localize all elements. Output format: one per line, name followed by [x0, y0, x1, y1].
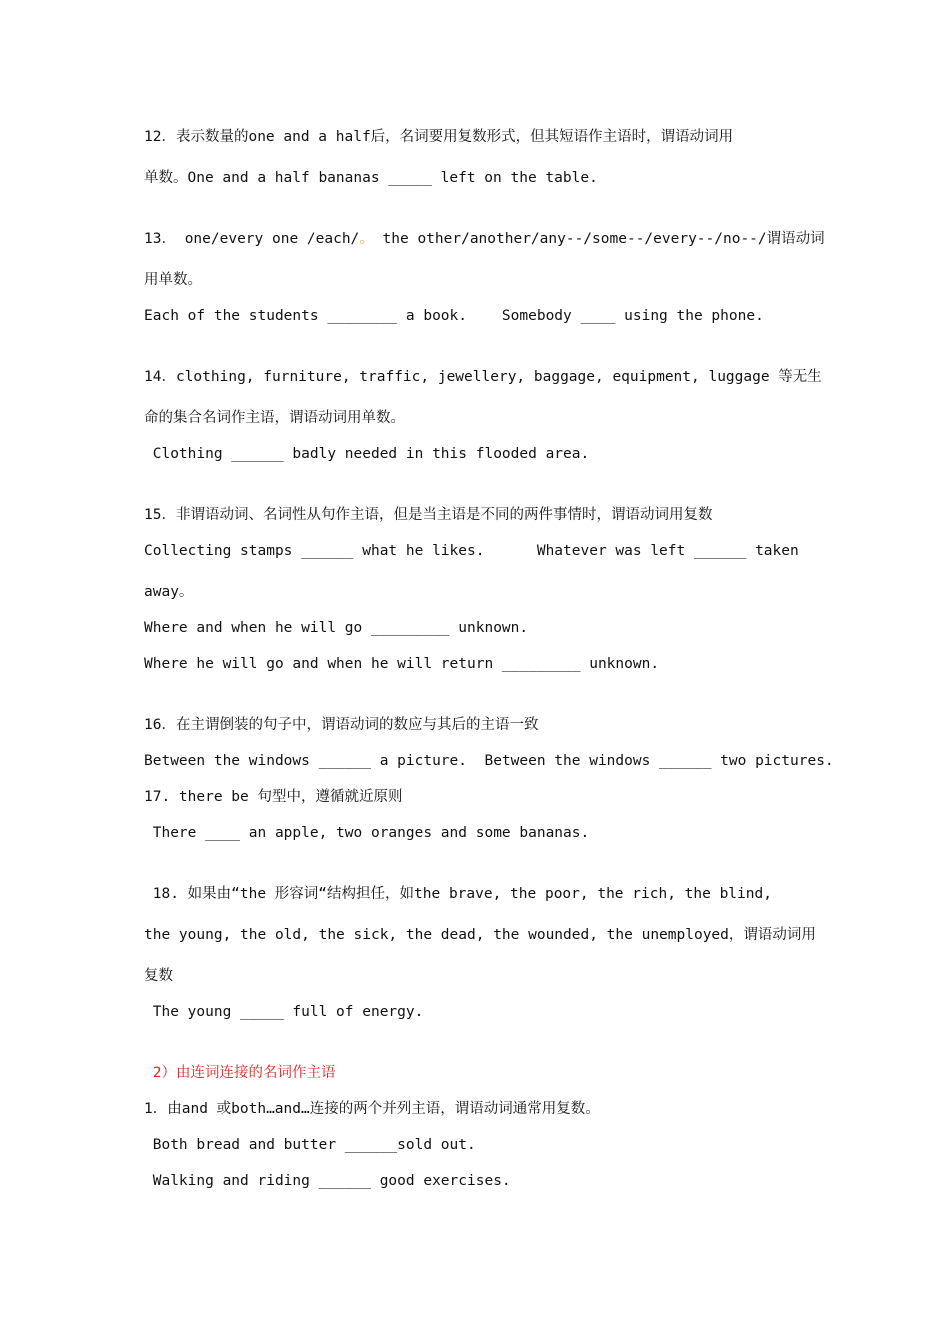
conj-rule-1-example-2: Walking and riding ______ good exercises.	[144, 1173, 511, 1189]
rule-15-heading: 15．非谓语动词、名词性从句作主语，但是当主语是不同的两件事情时，谓语动词用复数	[144, 507, 713, 523]
rule-18-example: The young _____ full of energy.	[144, 1004, 424, 1020]
rule-14-line-2: 命的集合名词作主语，谓语动词用单数。	[144, 410, 405, 426]
rule-15-example-2: Where and when he will go _________ unknown.	[144, 620, 529, 636]
rule-13-heading-a: 13． one/every one /each/	[144, 231, 360, 247]
orange-dot-mark: 。	[359, 231, 374, 247]
rule-13-heading-b: the other/another/any--/some--/every--/no--/谓语动词	[373, 231, 825, 247]
rule-15-example-3: Where he will go and when he will return _________ unknown.	[144, 656, 660, 672]
rule-13-example: Each of the students ________ a book. Somebody ____ using the phone.	[144, 308, 764, 324]
rule-17-example: There ____ an apple, two oranges and some bananas.	[144, 825, 590, 841]
rule-12-line-1: 12．表示数量的one and a half后，名词要用复数形式，但其短语作主语时，谓语动词用	[144, 129, 734, 145]
rule-13-line-2: 用单数。	[144, 272, 202, 288]
conj-rule-1-example-1: Both bread and butter ______sold out.	[144, 1137, 476, 1153]
rule-16-example: Between the windows ______ a picture. Between the windows ______ two pictures.	[144, 753, 834, 769]
rule-13-line-1	[144, 229, 825, 249]
section-heading-conjunction: 2）由连词连接的名词作主语	[144, 1065, 336, 1081]
conj-rule-1-heading: 1．由and 或both…and…连接的两个并列主语，谓语动词通常用复数。	[144, 1101, 600, 1117]
rule-15-example-1-cont: away。	[144, 584, 194, 600]
rule-12-line-2: 单数。One and a half bananas _____ left on the table.	[144, 170, 598, 186]
rule-14-line-1: 14．clothing, furniture, traffic, jewellery, baggage, equipment, luggage 等无生	[144, 369, 822, 385]
rule-14-example: Clothing ______ badly needed in this flooded area.	[144, 446, 590, 462]
rule-15-example-1: Collecting stamps ______ what he likes. Whatever was left ______ taken	[144, 543, 799, 559]
rule-18-line-2: the young, the old, the sick, the dead, the wounded, the unemployed，谓语动词用	[144, 927, 816, 943]
rule-18-line-1: 18. 如果由“the 形容词“结构担任，如the brave, the poor, the rich, the blind,	[144, 886, 772, 902]
rule-17-heading: 17. there be 句型中，遵循就近原则	[144, 789, 403, 805]
rule-18-line-3: 复数	[144, 968, 173, 984]
rule-16-heading: 16．在主谓倒装的句子中，谓语动词的数应与其后的主语一致	[144, 717, 539, 733]
